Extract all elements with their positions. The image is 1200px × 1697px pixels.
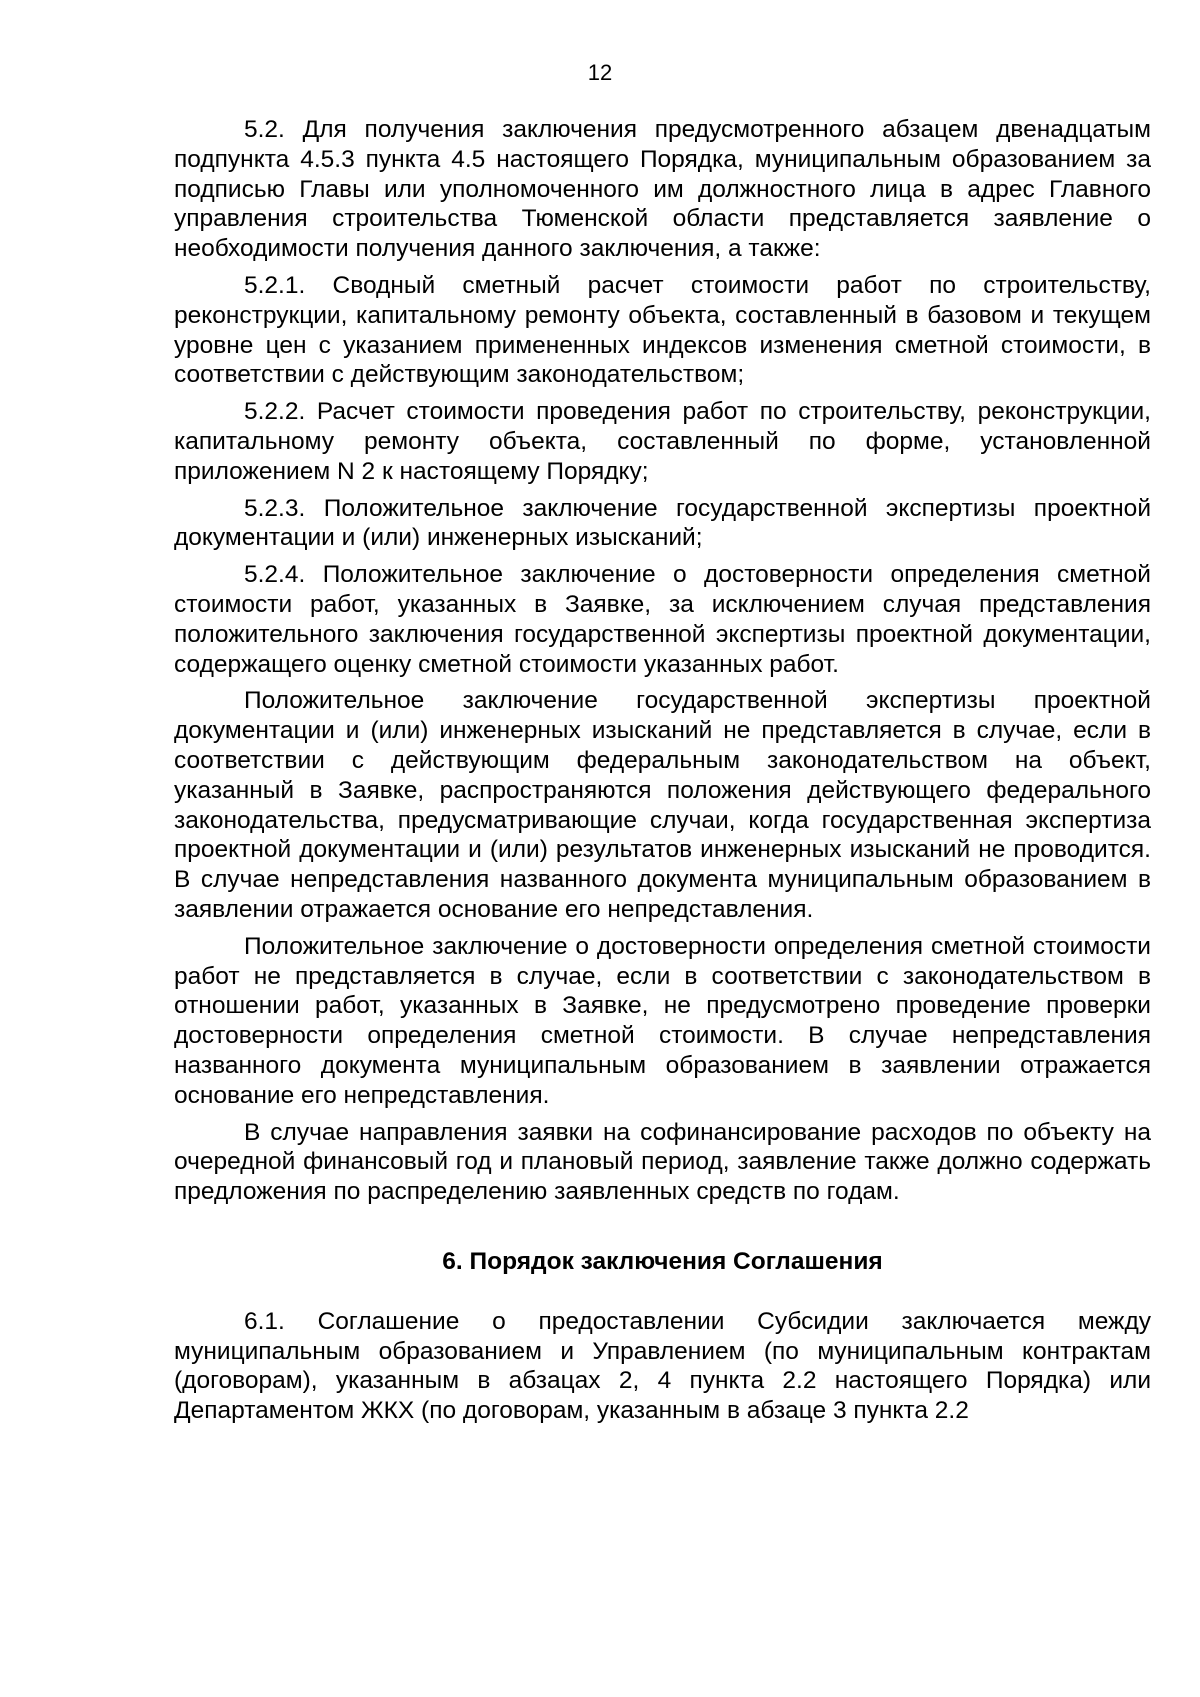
- paragraph-5-2-1: 5.2.1. Сводный сметный расчет стоимости работ по строительству, реконструкции, капитальному ремонту объекта, составленный в базовом и текущем уровне цен с указанием примененных индексов изменения сметной стоимости, в соответствии с действующим законодательством;: [174, 271, 1151, 389]
- paragraph-5-2-4: 5.2.4. Положительное заключение о достоверности определения сметной стоимости работ, указанных в Заявке, за исключением случая представления положительного заключения государственной экспертизы проектной документации, содержащего оценку сметной стоимости указанных работ.: [174, 561, 1151, 678]
- paragraph-5-2-2: 5.2.2. Расчет стоимости проведения работ по строительству, реконструкции, капитальному ремонту объекта, составленный по форме, установленной приложением N 2 к настоящему Порядку;: [174, 398, 1151, 485]
- paragraph-5-2: 5.2. Для получения заключения предусмотренного абзацем двенадцатым подпункта 4.5.3 пункта 4.5 настоящего Порядка, муниципальным образованием за подписью Главы или уполномоченного им должностного лица в адрес Главного управления строительства Тюменской области представляется заявление о необходимости получения данного заключения, а также:: [174, 116, 1151, 263]
- page-number: 12: [587, 60, 613, 85]
- document-body: [174, 115, 1151, 1433]
- paragraph-6-1: 6.1. Соглашение о предоставлении Субсидии заключается между муниципальным образованием и Управлением (по муниципальным контрактам (договорам), указанным в абзацах 2, 4 пункта 2.2 настоящего Порядка) или Департаментом ЖКХ (по договорам, указанным в абзаце 3 пункта 2.2: [174, 1307, 1151, 1425]
- paragraph-estimate-exception: Положительное заключение о достоверности определения сметной стоимости работ не представляется в случае, если в соответствии с законодательством в отношении работ, указанных в Заявке, не предусмотрено проведение проверки достоверности определения сметной стоимости. В случае непредставления названного документа муниципальным образованием в заявлении отражается основание его непредставления.: [174, 932, 1151, 1109]
- paragraph-planning-period: В случае направления заявки на софинансирование расходов по объекту на очередной финансовый год и плановый период, заявление также должно содержать предложения по распределению заявленных средств по годам.: [174, 1118, 1151, 1206]
- paragraph-5-2-3: 5.2.3. Положительное заключение государственной экспертизы проектной документации и (или) инженерных изысканий;: [174, 494, 1151, 552]
- section-heading-6: 6. Порядок заключения Соглашения: [442, 1247, 883, 1275]
- paragraph-expertise-exception: Положительное заключение государственной экспертизы проектной документации и (или) инженерных изысканий не представляется в случае, если в соответствии с действующим федеральным законодательством на объект, указанный в Заявке, распространяются положения действующего федерального законодательства, предусматривающие случаи, когда государственная экспертиза проектной документации и (или) результатов инженерных изысканий не проводится. В случае непредставления названного документа муниципальным образованием в заявлении отражается основание его непредставления.: [174, 687, 1151, 923]
